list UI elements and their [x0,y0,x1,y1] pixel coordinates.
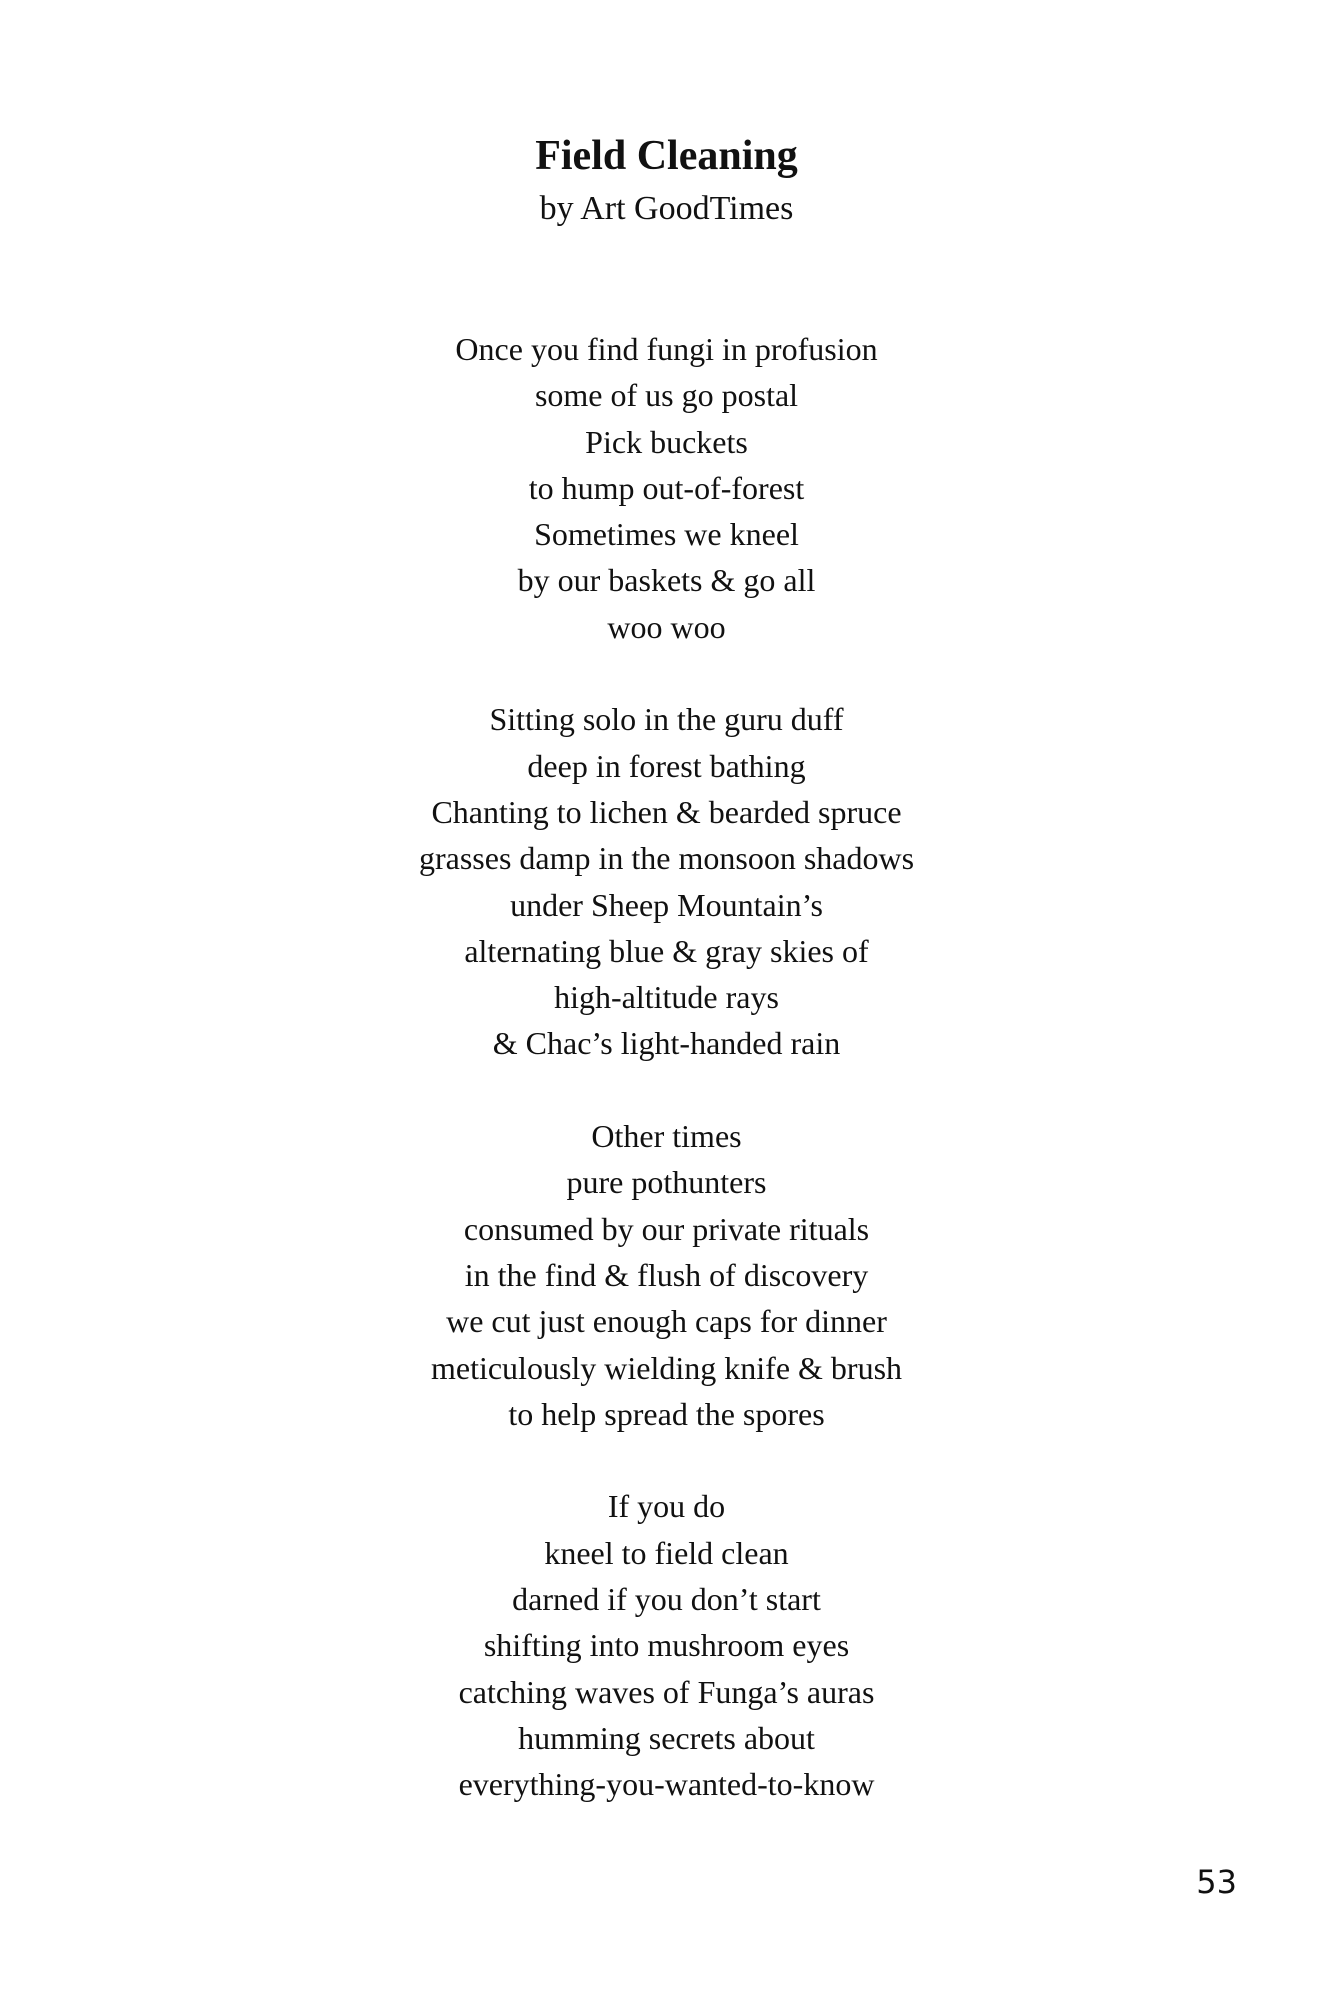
poem-line: Sometimes we kneel [534,516,799,553]
poem-line: to hump out-of-forest [528,469,805,506]
stanza [0,326,1333,650]
poem-line: everything-you-wanted-to-know [458,1766,875,1803]
poem-line: under Sheep Mountain’s [510,886,823,923]
poem-line: deep in forest bathing [527,747,806,784]
poem-line: meticulously wielding knife & brush [430,1349,903,1386]
poem-line: consumed by our private rituals [463,1210,870,1247]
poem-line: catching waves of Funga’s auras [458,1673,875,1710]
stanza [0,696,1333,1066]
poem-line: alternating blue & gray skies of [464,932,869,969]
poem-byline: by Art GoodTimes [539,190,794,227]
poem-line: & Chac’s light-handed rain [492,1025,841,1062]
poem-line: we cut just enough caps for dinner [446,1303,887,1340]
poem-line: Sitting solo in the guru duff [489,701,844,738]
poem-title: Field Cleaning [535,133,798,179]
poem-line: pure pothunters [566,1164,767,1201]
stanza [0,1113,1333,1437]
poem-line: darned if you don’t start [512,1581,821,1618]
poem-line: If you do [607,1488,726,1525]
poem-line: woo woo [607,608,726,645]
poem-line: high-altitude rays [554,979,779,1016]
poem-line: in the find & flush of discovery [464,1256,869,1293]
poem-body [0,326,1333,1854]
poem-line: Once you find fungi in profusion [455,331,878,367]
poem-line: to help spread the spores [508,1395,825,1432]
stanza [0,1483,1333,1807]
page-number: 53 [1196,1863,1237,1901]
poem-line: grasses damp in the monsoon shadows [418,840,915,877]
poem-line: by our baskets & go all [517,562,816,599]
poem-line: some of us go postal [534,377,799,414]
poem-line: humming secrets about [518,1719,815,1756]
poem-line: Pick buckets [585,423,748,460]
poem-line: shifting into mushroom eyes [483,1627,850,1664]
poem-line: Other times [591,1118,742,1155]
poem-line: kneel to field clean [544,1534,789,1571]
poem-line: Chanting to lichen & bearded spruce [431,793,902,830]
